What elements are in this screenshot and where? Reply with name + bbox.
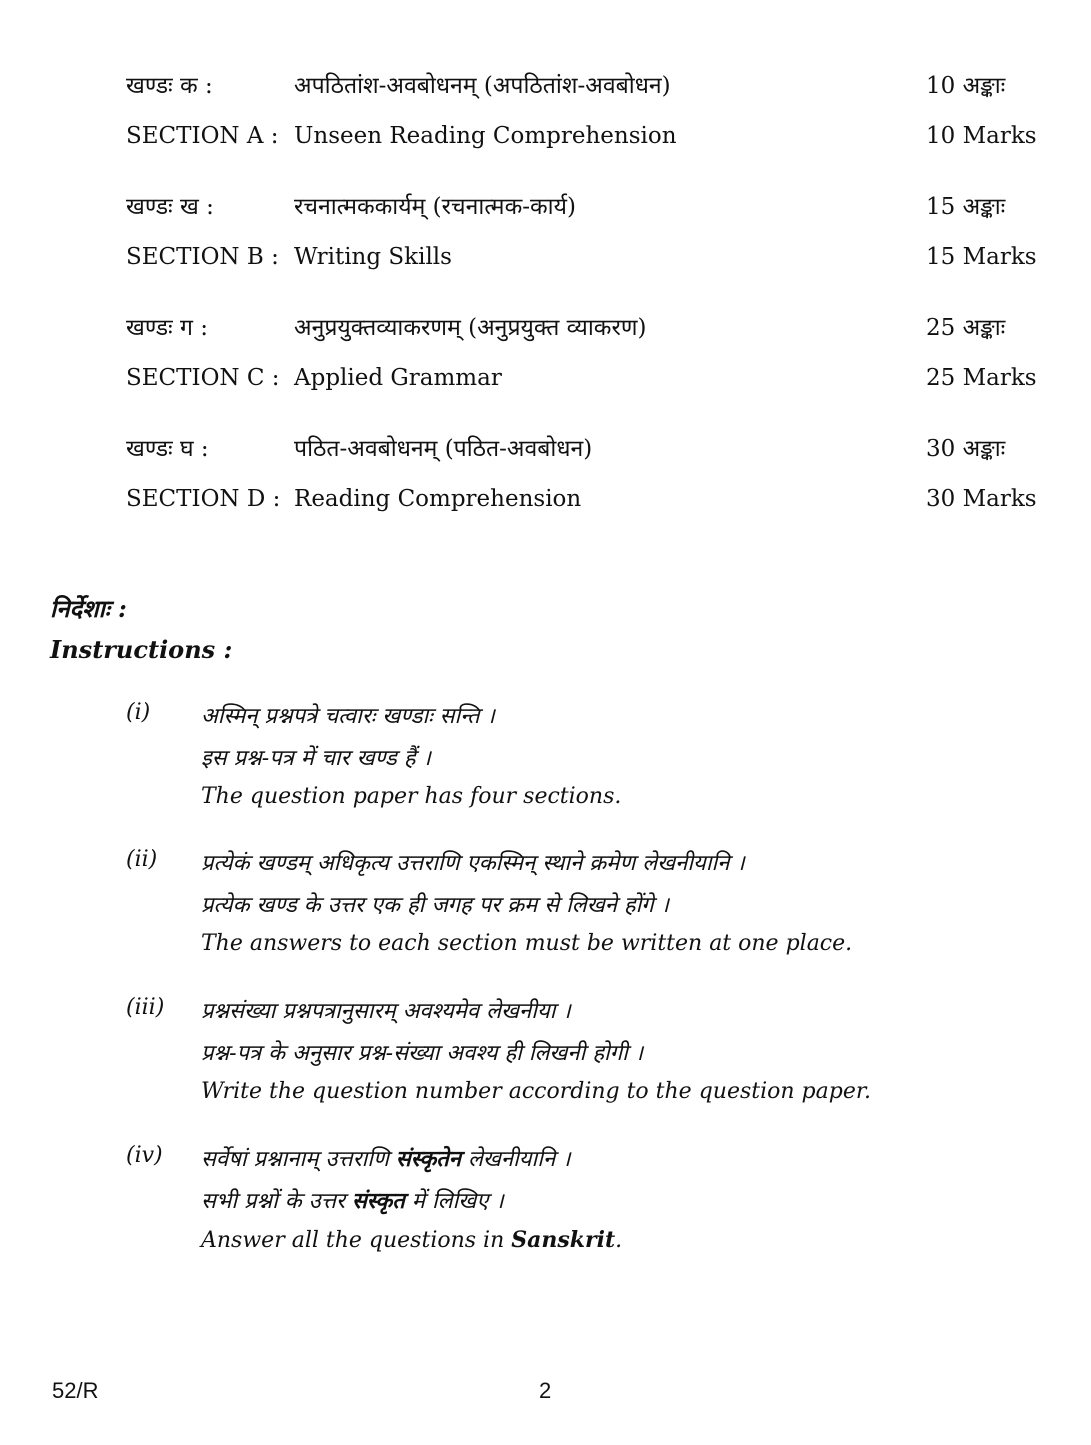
instructions-heading-hindi: निर्देशाः : xyxy=(50,594,127,623)
section-title: अपठितांश-अवबोधनम् (अपठितांश-अवबोधन) xyxy=(294,73,671,99)
section-title: अनुप्रयुक्तव्याकरणम् (अनुप्रयुक्त व्याकरण) xyxy=(294,315,647,341)
section-d-english-row xyxy=(126,486,1036,526)
bold-text: संस्कृतेन xyxy=(395,1146,461,1172)
text-run: लेखनीयानि । xyxy=(460,1147,571,1172)
page-number: 2 xyxy=(539,1378,552,1403)
section-marks: 10 Marks xyxy=(926,123,1037,149)
section-label: SECTION C : xyxy=(126,365,280,391)
section-marks: 25 Marks xyxy=(926,365,1037,391)
section-title: रचनात्मककार्यम् (रचनात्मक-कार्य) xyxy=(294,194,576,220)
section-title: Applied Grammar xyxy=(294,365,502,391)
section-label: खण्डः घ : xyxy=(126,436,209,462)
section-a-hindi-row xyxy=(126,68,1036,108)
section-title: Reading Comprehension xyxy=(294,486,582,512)
section-marks: 25 अङ्काः xyxy=(926,315,1006,341)
text-run: Answer all the questions in xyxy=(201,1228,512,1253)
section-label: SECTION B : xyxy=(126,244,279,270)
section-label: खण्डः ख : xyxy=(126,194,214,220)
section-title: Unseen Reading Comprehension xyxy=(294,123,677,149)
instruction-sanskrit xyxy=(201,1143,570,1173)
section-label: खण्डः ग : xyxy=(126,315,209,341)
instruction-english: The answers to each section must be written at one place. xyxy=(201,931,853,956)
section-marks: 10 अङ्काः xyxy=(926,73,1006,99)
instruction-hindi xyxy=(201,1185,504,1215)
instruction-english: Write the question number according to the question paper. xyxy=(201,1079,871,1104)
paper-code: 52/R xyxy=(52,1378,99,1403)
section-c-hindi-row xyxy=(126,310,1036,350)
section-a-english-row xyxy=(126,123,1036,163)
section-marks: 15 Marks xyxy=(926,244,1037,270)
section-label: SECTION D : xyxy=(126,486,281,512)
section-b-english-row xyxy=(126,244,1036,284)
bold-text: संस्कृत xyxy=(351,1188,405,1214)
instruction-hindi: प्रत्येक खण्ड के उत्तर एक ही जगह पर क्रम से लिखने होंगे । xyxy=(201,893,670,918)
instruction-english xyxy=(201,1227,622,1253)
section-marks: 30 Marks xyxy=(926,486,1037,512)
section-marks: 15 अङ्काः xyxy=(926,194,1006,220)
text-run: सर्वेषां प्रश्नानाम् उत्तराणि xyxy=(201,1147,396,1172)
section-label: SECTION A : xyxy=(126,123,279,149)
instruction-sanskrit: प्रत्येकं खण्डम् अधिकृत्य उत्तराणि एकस्मिन् स्थाने क्रमेण लेखनीयानि । xyxy=(201,851,745,876)
instruction-sanskrit: अस्मिन् प्रश्नपत्रे चत्वारः खण्डाः सन्ति । xyxy=(201,704,495,729)
section-c-english-row xyxy=(126,365,1036,405)
instruction-hindi: इस प्रश्न-पत्र में चार खण्ड हैं । xyxy=(201,746,431,771)
instruction-number: (i) xyxy=(126,700,151,725)
instructions-heading-english: Instructions : xyxy=(50,635,233,664)
text-run: . xyxy=(615,1228,623,1253)
section-b-hindi-row xyxy=(126,189,1036,229)
instruction-hindi: प्रश्न-पत्र के अनुसार प्रश्न-संख्या अवश्य ही लिखनी होगी । xyxy=(201,1041,644,1066)
instruction-number: (iv) xyxy=(126,1143,163,1168)
instruction-number: (iii) xyxy=(126,995,165,1020)
section-label: खण्डः क : xyxy=(126,73,213,99)
instruction-sanskrit: प्रश्नसंख्या प्रश्नपत्रानुसारम् अवश्यमेव लेखनीया । xyxy=(201,999,571,1024)
instruction-number: (ii) xyxy=(126,847,158,872)
bold-text: Sanskrit xyxy=(511,1227,616,1253)
instruction-english: The question paper has four sections. xyxy=(201,784,622,809)
section-title: पठित-अवबोधनम् (पठित-अवबोधन) xyxy=(294,436,593,462)
text-run: सभी प्रश्नों के उत्तर xyxy=(201,1189,352,1214)
text-run: में लिखिए । xyxy=(404,1189,504,1214)
section-title: Writing Skills xyxy=(294,244,452,270)
section-marks: 30 अङ्काः xyxy=(926,436,1006,462)
section-d-hindi-row xyxy=(126,431,1036,471)
